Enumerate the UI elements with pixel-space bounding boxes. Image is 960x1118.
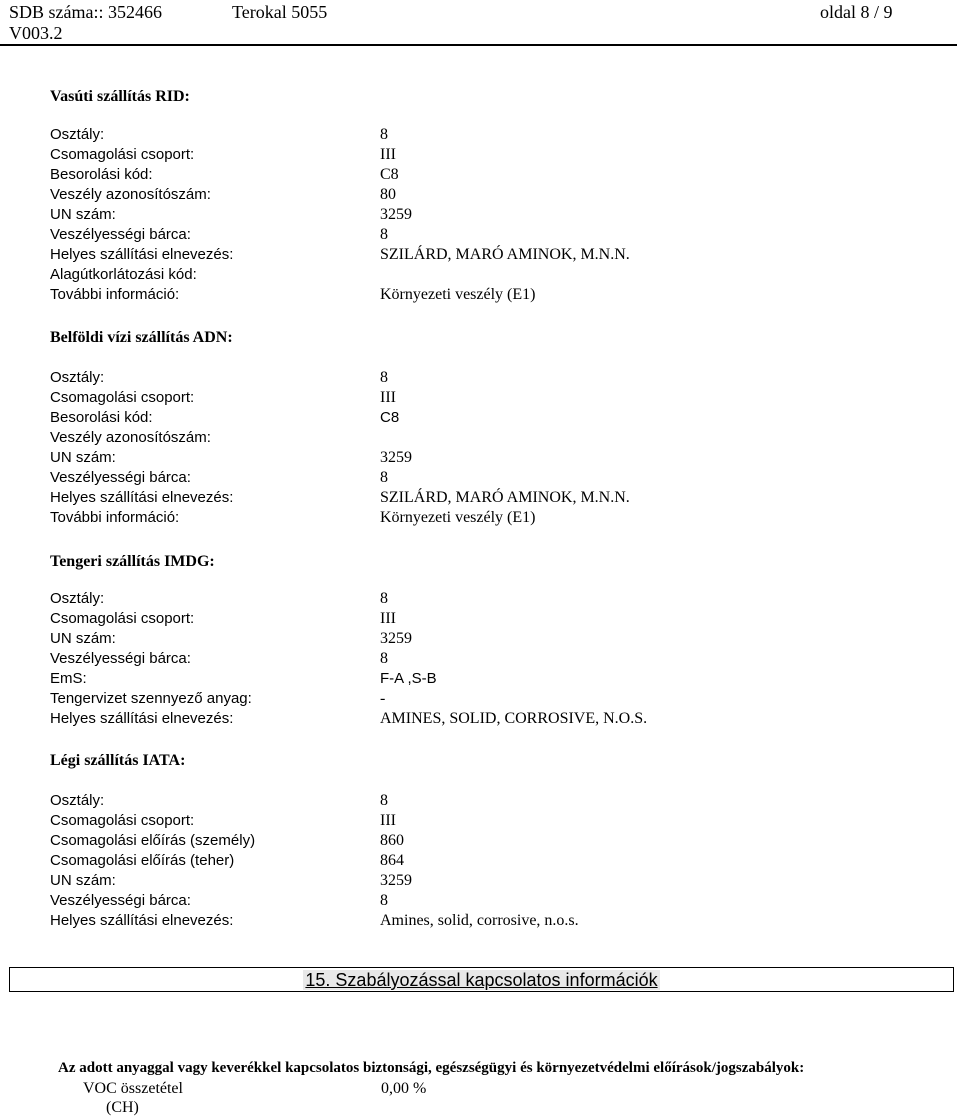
iata-value: III — [380, 812, 396, 829]
rid-value: 8 — [380, 226, 388, 243]
adn-title: Belföldi vízi szállítás ADN: — [50, 329, 233, 346]
rid-value: 3259 — [380, 206, 412, 223]
imdg-label: Helyes szállítási elnevezés: — [50, 710, 234, 727]
sdb-number: SDB száma:: 352466 — [9, 2, 162, 22]
iata-value: 864 — [380, 852, 404, 869]
iata-value: Amines, solid, corrosive, n.o.s. — [380, 912, 579, 929]
rid-title: Vasúti szállítás RID: — [50, 88, 190, 105]
iata-label: Osztály: — [50, 792, 105, 809]
iata-label: Csomagolási csoport: — [50, 812, 195, 829]
rid-label: Csomagolási csoport: — [50, 146, 195, 163]
rid-label: Alagútkorlátozási kód: — [50, 266, 197, 283]
imdg-value: - — [380, 690, 386, 707]
imdg-value: 3259 — [380, 630, 412, 647]
adn-label: Helyes szállítási elnevezés: — [50, 489, 234, 506]
adn-value: Környezeti veszély (E1) — [380, 509, 536, 526]
imdg-value: AMINES, SOLID, CORROSIVE, N.O.S. — [380, 710, 648, 727]
adn-label: Veszélyességi bárca: — [50, 469, 191, 486]
rid-label: Helyes szállítási elnevezés: — [50, 246, 234, 263]
iata-value: 8 — [380, 892, 388, 909]
rid-value: 80 — [380, 186, 396, 203]
iata-value: 860 — [380, 832, 404, 849]
adn-value: III — [380, 389, 396, 406]
adn-label: További információ: — [50, 509, 180, 526]
rid-label: UN szám: — [50, 206, 116, 223]
imdg-value: F-A ,S-B — [380, 670, 437, 687]
regulations-heading: Az adott anyaggal vagy keverékkel kapcsolatos biztonsági, egészségügyi és környezetvédelmi előírások/jogszabályok: — [58, 1060, 805, 1076]
adn-value: C8 — [380, 409, 400, 426]
imdg-value: III — [380, 610, 396, 627]
adn-label: Csomagolási csoport: — [50, 389, 195, 406]
iata-label: Helyes szállítási elnevezés: — [50, 912, 234, 929]
iata-label: UN szám: — [50, 872, 116, 889]
imdg-label: Osztály: — [50, 590, 105, 607]
adn-label: UN szám: — [50, 449, 116, 466]
version: V003.2 — [9, 23, 63, 43]
rid-label: Veszély azonosítószám: — [50, 186, 211, 203]
imdg-label: Veszélyességi bárca: — [50, 650, 191, 667]
imdg-label: Csomagolási csoport: — [50, 610, 195, 627]
iata-label: Csomagolási előírás (személy) — [50, 832, 256, 849]
voc-label: VOC összetétel — [83, 1080, 183, 1097]
imdg-label: EmS: — [50, 670, 87, 687]
iata-value: 8 — [380, 792, 388, 809]
voc-value: 0,00 % — [381, 1080, 427, 1097]
rid-label: Osztály: — [50, 126, 105, 143]
adn-value: 8 — [380, 469, 388, 486]
adn-label: Besorolási kód: — [50, 409, 153, 426]
adn-value: 8 — [380, 369, 388, 386]
section-15-header — [9, 967, 954, 992]
header-divider — [0, 44, 957, 46]
rid-value: 8 — [380, 126, 388, 143]
rid-value: Környezeti veszély (E1) — [380, 286, 536, 303]
adn-label: Veszély azonosítószám: — [50, 429, 211, 446]
iata-title: Légi szállítás IATA: — [50, 752, 186, 769]
imdg-label: UN szám: — [50, 630, 116, 647]
imdg-title: Tengeri szállítás IMDG: — [50, 553, 215, 570]
product-name: Terokal 5055 — [232, 2, 328, 22]
rid-label: További információ: — [50, 286, 180, 303]
rid-value: C8 — [380, 166, 399, 183]
imdg-label: Tengervizet szennyező anyag: — [50, 690, 252, 707]
adn-value: 3259 — [380, 449, 412, 466]
adn-value: SZILÁRD, MARÓ AMINOK, M.N.N. — [380, 489, 630, 506]
section-15-title: 15. Szabályozással kapcsolatos információk — [305, 970, 658, 990]
imdg-value: 8 — [380, 590, 388, 607]
rid-label: Besorolási kód: — [50, 166, 153, 183]
rid-label: Veszélyességi bárca: — [50, 226, 191, 243]
adn-label: Osztály: — [50, 369, 105, 386]
iata-label: Veszélyességi bárca: — [50, 892, 191, 909]
rid-value: SZILÁRD, MARÓ AMINOK, M.N.N. — [380, 246, 630, 263]
iata-label: Csomagolási előírás (teher) — [50, 852, 235, 869]
page-number: oldal 8 / 9 — [820, 2, 893, 22]
imdg-value: 8 — [380, 650, 388, 667]
iata-value: 3259 — [380, 872, 412, 889]
voc-sublabel: (CH) — [106, 1099, 139, 1116]
rid-value: III — [380, 146, 396, 163]
